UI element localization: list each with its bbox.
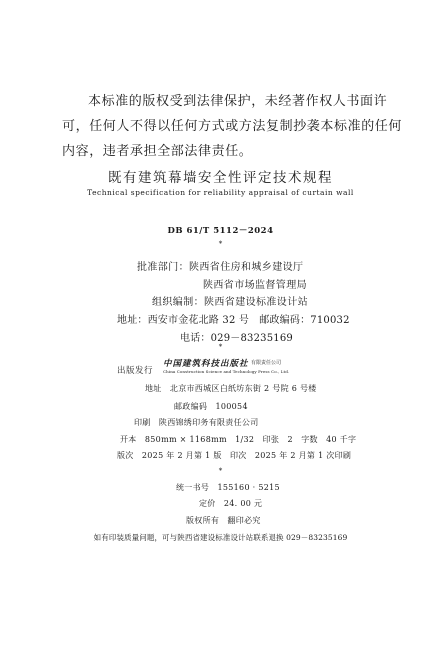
publisher-label: 出版发行 xyxy=(117,366,154,376)
footer-note: 如有印装质量问题，可与陕西省建设标准设计站联系退换 029－83235169 xyxy=(93,533,348,542)
book-isbn: 统一书号 155160 · 5215 xyxy=(176,483,280,492)
separator-star: * xyxy=(218,240,223,248)
publisher-postcode: 邮政编码 100054 xyxy=(174,402,248,411)
copyright-notice: 本标准的版权受到法律保护，未经著作权人书面许可，任何人不得以任何方式或方法复制抄袭本标准的任何内容，违者承担全部法律责任。 xyxy=(62,94,403,159)
standard-title-english: Technical specification for reliability appraisal of curtain wall xyxy=(87,188,354,197)
standard-title: 既有建筑幕墙安全性评定技术规程 xyxy=(108,170,333,186)
publisher-logo-suffix: 有限责任公司 xyxy=(251,360,282,366)
publisher-logo-en: China Construction Science and Technology Press Co., Ltd. xyxy=(163,369,290,374)
approval-department-2: 陕西省市场监督管理局 xyxy=(203,280,307,291)
publisher-logo-cn: 中国建筑科技出版社 xyxy=(163,359,249,369)
organizer-address: 地址：西安市金花北路 32 号 邮政编码：710032 xyxy=(117,315,350,326)
book-edition: 版次 2025 年 2 月第 1 版 印次 2025 年 2 月第 1 次印刷 xyxy=(117,451,352,460)
separator-star: * xyxy=(218,343,223,351)
rights-reserved: 版权所有 翻印必究 xyxy=(186,516,261,525)
separator-star: * xyxy=(218,467,223,475)
organizer-phone: 电话：029－83235169 xyxy=(180,333,293,344)
publisher-address: 地址 北京市西城区白纸坊东街 2 号院 6 号楼 xyxy=(145,384,317,393)
approval-department: 批准部门：陕西省住房和城乡建设厅 xyxy=(137,262,304,273)
publisher-logo xyxy=(163,357,363,379)
printer: 印刷 陕西锦绣印务有限责任公司 xyxy=(134,418,259,427)
standard-code: DB 61/T 5112－2024 xyxy=(167,226,274,236)
organizer: 组织编制：陕西省建设标准设计站 xyxy=(152,297,308,308)
book-format: 开本 850mm × 1168mm 1/32 印张 2 字数 40 千字 xyxy=(120,435,357,444)
book-price: 定价 24. 00 元 xyxy=(199,499,263,508)
